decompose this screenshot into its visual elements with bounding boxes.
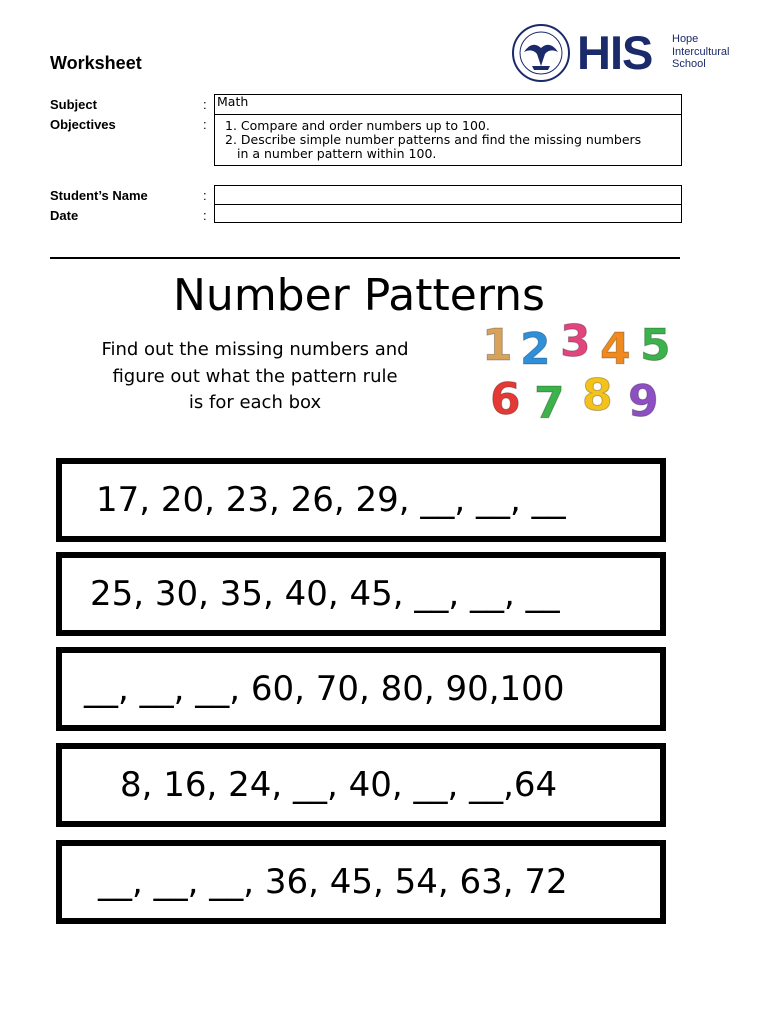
header-divider [50, 257, 680, 259]
student-name-field[interactable] [214, 185, 682, 205]
cartoon-digit-5: 5 [640, 320, 671, 371]
cartoon-digit-9: 9 [628, 376, 659, 427]
subject-field[interactable] [214, 94, 682, 115]
subject-colon: : [203, 97, 207, 112]
pattern-text: __, __, __, 60, 70, 80, 90,100 [84, 669, 565, 709]
school-crest-icon [510, 22, 574, 84]
objective-item: in a number pattern within 100. [237, 146, 437, 161]
cartoon-digit-6: 6 [490, 374, 521, 425]
pattern-box-4[interactable] [56, 743, 666, 827]
pattern-box-5[interactable] [56, 840, 666, 924]
cartoon-digit-3: 3 [560, 316, 591, 367]
pattern-box-2[interactable] [56, 552, 666, 636]
date-field[interactable] [214, 204, 682, 223]
date-label: Date [50, 208, 79, 223]
objectives-field [214, 114, 682, 166]
instructions: Find out the missing numbers and figure out what the pattern rule is for each box [101, 339, 409, 413]
pattern-text: 25, 30, 35, 40, 45, __, __, __ [90, 574, 560, 614]
page-title: Number Patterns [173, 270, 545, 321]
objective-item: 1. Compare and order numbers up to 100. [225, 118, 490, 133]
student-name-colon: : [203, 188, 207, 203]
student-name-label: Student’s Name [50, 188, 148, 203]
cartoon-digit-2: 2 [520, 324, 551, 375]
subject-label: Subject [50, 97, 97, 112]
school-logo-text: HIS [577, 26, 653, 79]
cartoon-digit-8: 8 [582, 370, 613, 421]
pattern-text: 17, 20, 23, 26, 29, __, __, __ [96, 480, 566, 520]
pattern-text: __, __, __, 36, 45, 54, 63, 72 [98, 862, 568, 902]
objective-item: 2. Describe simple number patterns and find the missing numbers [225, 132, 642, 147]
cartoon-numbers-illustration [478, 318, 688, 436]
objectives-label: Objectives [50, 117, 116, 132]
school-name: Hope Intercultural School [672, 33, 730, 70]
worksheet-title: Worksheet [50, 53, 142, 73]
pattern-box-1[interactable] [56, 458, 666, 542]
pattern-text: 8, 16, 24, __, 40, __, __,64 [120, 765, 558, 805]
cartoon-digit-4: 4 [600, 324, 631, 375]
cartoon-digit-1: 1 [482, 320, 513, 371]
objectives-colon: : [203, 117, 207, 132]
pattern-box-3[interactable] [56, 647, 666, 731]
subject-value: Math [217, 94, 249, 109]
cartoon-digit-7: 7 [534, 378, 565, 429]
date-colon: : [203, 208, 207, 223]
